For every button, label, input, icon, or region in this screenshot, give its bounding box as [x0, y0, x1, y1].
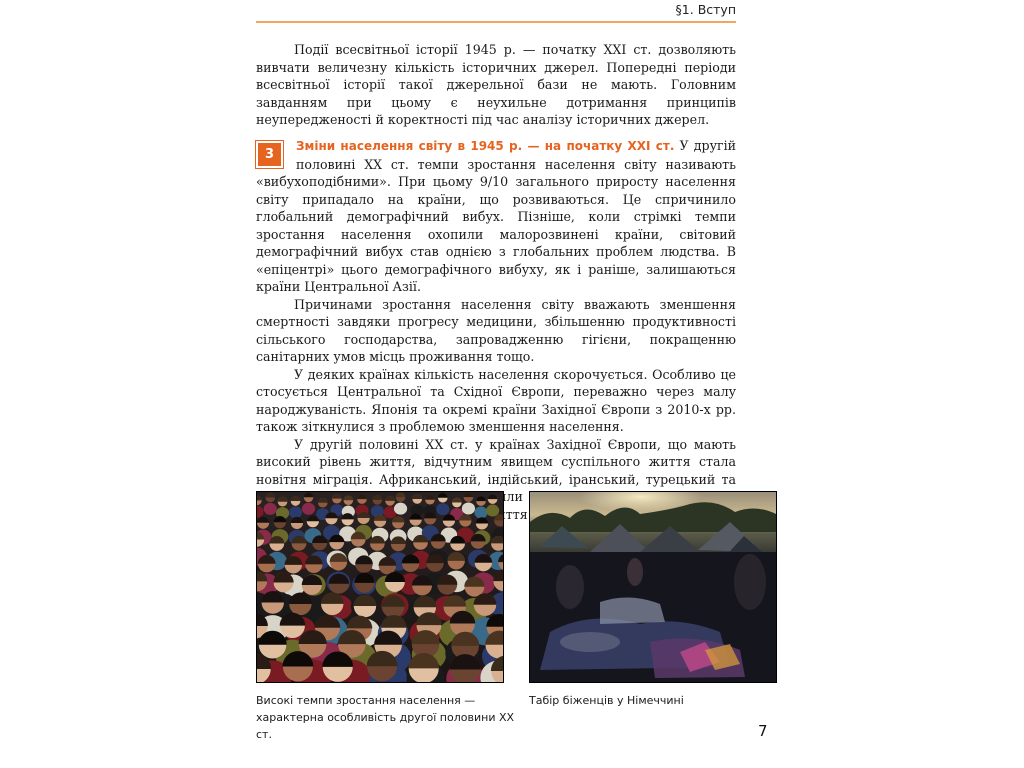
page-number: 7 — [758, 722, 768, 740]
section-first-paragraph — [256, 137, 736, 296]
section-paragraph-3: У деяких країнах кількість населення скорочується. Особливо це стосується Центральної та Східної Європи, переважно через малу народжуваність. Японія та окремі країни Західної Європи з 2010-х рр. також зіткнулися з проблемою зменшення населення. — [256, 366, 736, 434]
refugee-camp-photo — [529, 491, 777, 683]
section-paragraph-4: У другій половині XX ст. у країнах Західної Європи, що мають високий рівень життя, відчутним явищем суспільного життя стала новітня міграція. Африканський, індійський, іранський, турецький та життя — [256, 436, 736, 522]
crowd-photo-image — [257, 492, 503, 682]
section-number-badge: 3 — [256, 141, 283, 168]
figure-caption-left: Високі темпи зростання населення — характерна особливість другої половини XX ст. — [256, 694, 515, 741]
section-heading: Зміни населення світу в 1945 р. — на початку XXI ст. — [296, 139, 675, 153]
section-paragraph-1: У другій половині XX ст. темпи зростання населення світу називають «вибухоподібними». При цьому 9/10 загального приросту населення світу припадало на країни, що розвиваються. Це спричинило глобальний демографічний вибух. Пізніше, коли стрімкі темпи зростання населення охопили малорозвинені країни, світовий демографічний вибух став однією з глобальних проблем людства. В «епіцентрі» цього демографічного вибуху, як і раніше, залишаються країни Центральної Азії. — [256, 138, 736, 294]
figure-caption-right: Табір біженців у Німеччині — [529, 694, 684, 707]
section-3 — [256, 137, 736, 523]
header-rule — [256, 21, 736, 23]
intro-block — [256, 41, 736, 129]
running-head: §1. Вступ — [675, 2, 736, 17]
crowd-photo — [256, 491, 504, 683]
refugee-camp-image — [530, 492, 776, 682]
section-paragraph-2: Причинами зростання населення світу вважають зменшення смертності завдяки прогресу медицини, збільшенню продуктивності сільського господарства, запровадженню гігієни, покращенню санітарних умов місць проживання тощо. — [256, 296, 736, 364]
intro-paragraph: Події всесвітньої історії 1945 р. — початку XXI ст. дозволяють вивчати величезну кількість історичних джерел. Попередні періоди всесвітньої історії такої джерельної бази не мають. Головним завданням при цьому є неухильне дотримання принципів неупередженості й коректності під час аналізу історичних джерел. — [256, 42, 736, 127]
